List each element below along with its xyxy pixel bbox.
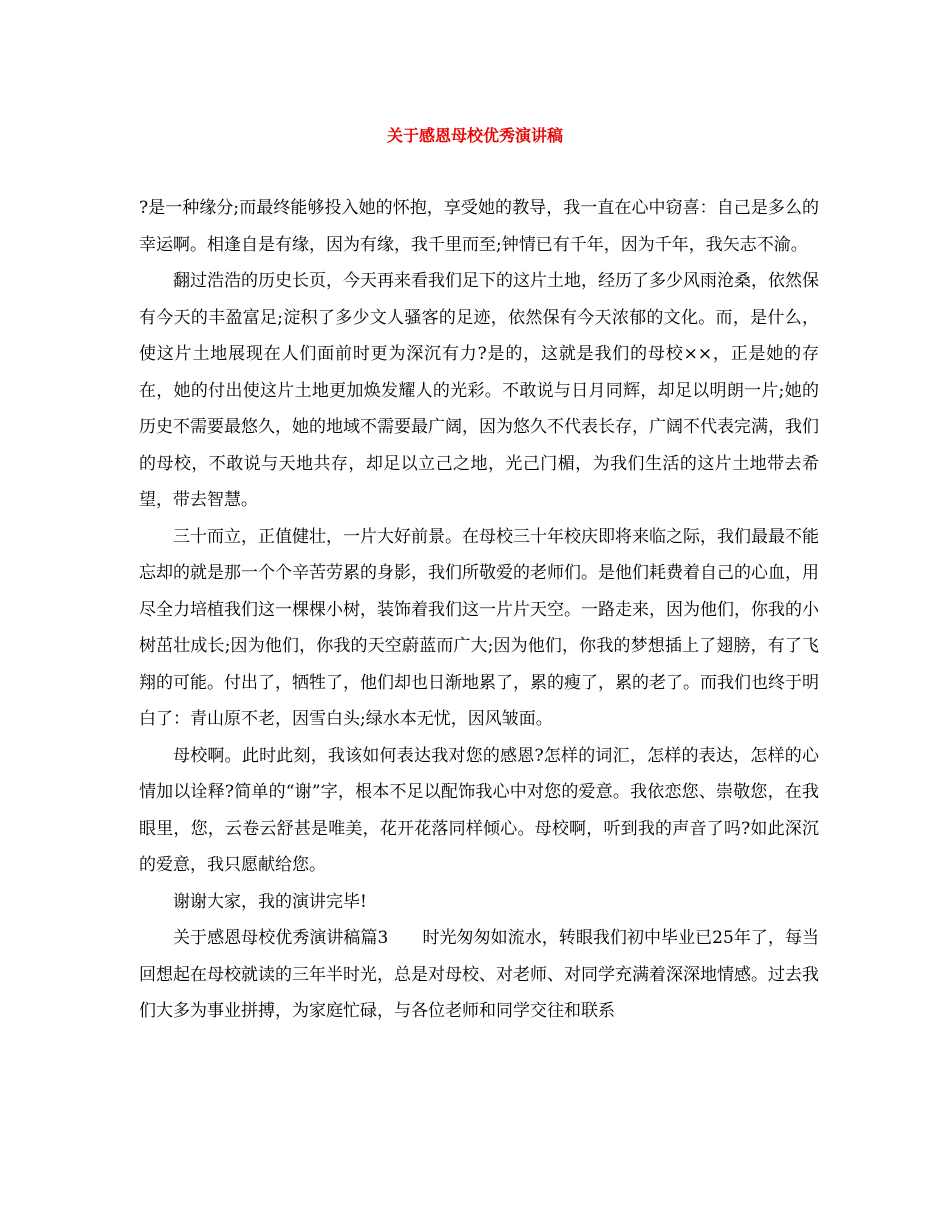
paragraph-2: 翻过浩浩的历史长页，今天再来看我们足下的这片土地，经历了多少风雨沧桑，依然保有今天的丰盈富足;淀积了多少文人骚客的足迹，依然保有今天浓郁的文化。而，是什么，使这片土地展现在人们面前时更为深沉有力?是的，这就是我们的母校××，正是她的存在，她的付出使这片土地更加焕发耀人的光彩。不敢说与日月同辉，却足以明朗一片;她的历史不需要最悠久，她的地域不需要最广阔，因为悠久不代表长存，广阔不代表完满，我们的母校，不敢说与天地共存，却足以立己之地，光己门楣，为我们生活的这片土地带去希望，带去智慧。 [139, 271, 819, 510]
paragraph-1: ?是一种缘分;而最终能够投入她的怀抱，享受她的教导，我一直在心中窃喜：自己是多么的幸运啊。相逢自是有缘，因为有缘，我千里而至;钟情已有千年，因为千年，我矢志不渝。 [139, 198, 819, 255]
paragraph-4: 母校啊。此时此刻，我该如何表达我对您的感恩?怎样的词汇，怎样的表达，怎样的心情加以诠释?简单的“谢”字，根本不足以配饰我心中对您的爱意。我依恋您、崇敬您，在我眼里，您，云卷云舒甚是唯美，花开花落同样倾心。母校啊，听到我的声音了吗?如此深沉的爱意，我只愿献给您。 [139, 745, 819, 875]
paragraph-6: 关于感恩母校优秀演讲稿篇3 时光匆匆如流水，转眼我们初中毕业已25年了，每当回想起在母校就读的三年半时光，总是对母校、对老师、对同学充满着深深地情感。过去我们大多为事业拼搏，为家庭忙碌，与各位老师和同学交往和联系 [139, 928, 819, 1021]
paragraph-3: 三十而立，正值健壮，一片大好前景。在母校三十年校庆即将来临之际，我们最最不能忘却的就是那一个个辛苦劳累的身影，我们所敬爱的老师们。是他们耗费着自己的心血，用尽全力培植我们这一棵棵小树，装饰着我们这一片片天空。一路走来，因为他们，你我的小树茁壮成长;因为他们，你我的天空蔚蓝而广大;因为他们，你我的梦想插上了翅膀，有了飞翔的可能。付出了，牺牲了，他们却也日渐地累了，累的瘦了，累的老了。而我们也终于明白了：青山原不老，因雪白头;绿水本无忧，因风皱面。 [139, 526, 819, 729]
paragraph-5: 谢谢大家，我的演讲完毕! [173, 891, 367, 912]
document-body [139, 190, 819, 1030]
document-title: 关于感恩母校优秀演讲稿 [386, 126, 563, 145]
